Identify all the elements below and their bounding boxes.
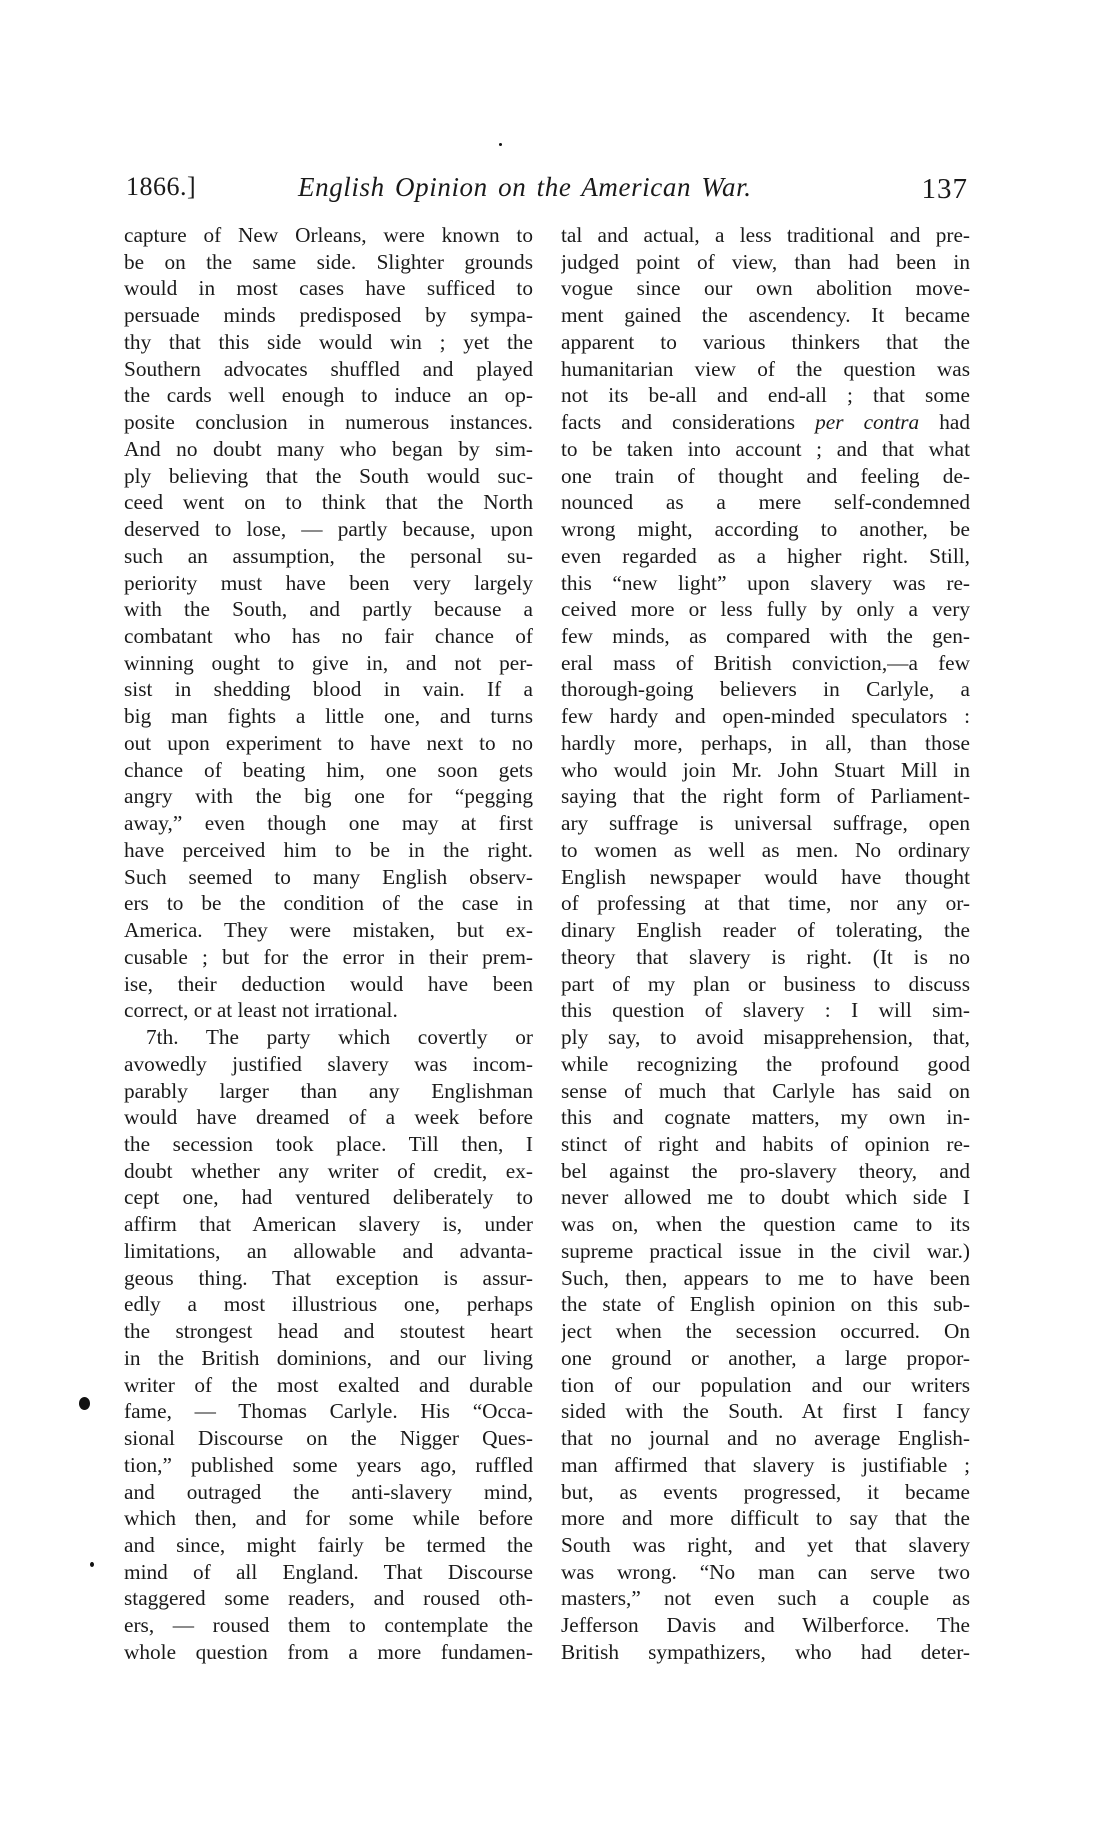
- text-line: And no doubt many who began by sim-: [124, 436, 533, 461]
- text-line: Such seemed to many English observ-: [124, 864, 533, 889]
- text-line: bel against the pro-slavery theory, and: [561, 1158, 970, 1183]
- text-line: to women as well as men. No ordinary: [561, 837, 970, 862]
- text-line: whole question from a more fundamen-: [124, 1639, 533, 1664]
- text-line: sense of much that Carlyle has said on: [561, 1078, 970, 1103]
- text-line: hardly more, perhaps, in all, than those: [561, 730, 970, 755]
- text-line: and since, might fairly be termed the: [124, 1532, 533, 1557]
- text-line: one ground or another, a large propor-: [561, 1345, 970, 1370]
- margin-ink-speck-icon: [90, 1562, 94, 1567]
- text-line: cusable ; but for the error in their prem-: [124, 944, 533, 969]
- text-line: limitations, an allowable and advanta-: [124, 1238, 533, 1263]
- text-line: ply say, to avoid misapprehension, that,: [561, 1025, 970, 1050]
- right-text-column: [561, 222, 970, 1666]
- text-line: in the British dominions, and our living: [124, 1345, 533, 1370]
- text-line: this “new light” upon slavery was re-: [561, 570, 970, 595]
- text-line: judged point of view, than had been in: [561, 249, 970, 274]
- text-line: not its be-all and end-all ; that some: [561, 383, 970, 408]
- text-line: who would join Mr. John Stuart Mill in: [561, 757, 970, 782]
- text-line: sist in shedding blood in vain. If a: [124, 677, 533, 702]
- text-line: which then, and for some while before: [124, 1506, 533, 1531]
- text-line: the state of English opinion on this sub-: [561, 1292, 970, 1317]
- text-line: angry with the big one for “pegging: [124, 784, 533, 809]
- text-line: periority must have been very largely: [124, 570, 533, 595]
- text-line: more and more difficult to say that the: [561, 1506, 970, 1531]
- page-number: 137: [921, 173, 968, 205]
- text-line: few hardy and open-minded speculators :: [561, 704, 970, 729]
- text-line: thy that this side would win ; yet the: [124, 329, 533, 354]
- margin-ink-dot-icon: [79, 1397, 90, 1410]
- text-line: capture of New Orleans, were known to: [124, 223, 533, 247]
- text-line: this and cognate matters, my own in-: [561, 1105, 970, 1130]
- text-line: British sympathizers, who had deter-: [561, 1639, 970, 1664]
- text-line: masters,” not even such a couple as: [561, 1586, 970, 1611]
- text-line: was on, when the question came to its: [561, 1212, 970, 1237]
- text-line: was wrong. “No man can serve two: [561, 1559, 970, 1584]
- text-line: and outraged the anti-slavery mind,: [124, 1479, 533, 1504]
- text-line: wrong might, according to another, be: [561, 517, 970, 542]
- text-line: few minds, as compared with the gen-: [561, 624, 970, 649]
- text-line: ise, their deduction would have been: [124, 971, 533, 996]
- text-line: dinary English reader of tolerating, the: [561, 918, 970, 943]
- text-line: ers, — roused them to contemplate the: [124, 1613, 533, 1638]
- text-line: but, as events progressed, it became: [561, 1479, 970, 1504]
- text-line: apparent to various thinkers that the: [561, 329, 970, 354]
- text-line: the cards well enough to induce an op-: [124, 383, 533, 408]
- running-head-title: English Opinion on the American War.: [298, 172, 752, 202]
- text-line: ceed went on to think that the North: [124, 490, 533, 515]
- text-line: winning ought to give in, and not per-: [124, 650, 533, 675]
- text-line: man affirmed that slavery is justifiable ;: [561, 1452, 970, 1477]
- text-line: writer of the most exalted and durable: [124, 1372, 533, 1397]
- text-line: combatant who has no fair chance of: [124, 624, 533, 649]
- text-line: avowedly justified slavery was incom-: [124, 1051, 533, 1076]
- text-line: America. They were mistaken, but ex-: [124, 918, 533, 943]
- text-line: doubt whether any writer of credit, ex-: [124, 1158, 533, 1183]
- text-line: Jefferson Davis and Wilberforce. The: [561, 1613, 970, 1638]
- left-text-column: [124, 222, 533, 1666]
- text-line: stinct of right and habits of opinion re-: [561, 1131, 970, 1156]
- text-line: ject when the secession occurred. On: [561, 1319, 970, 1344]
- running-head-year: 1866.]: [126, 172, 197, 201]
- text-line: sional Discourse on the Nigger Ques-: [124, 1426, 533, 1451]
- text-line: have perceived him to be in the right.: [124, 837, 533, 862]
- text-line: edly a most illustrious one, perhaps: [124, 1292, 533, 1317]
- text-line: such an assumption, the personal su-: [124, 543, 533, 568]
- text-line: never allowed me to doubt which side I: [561, 1185, 970, 1210]
- text-line: even regarded as a higher right. Still,: [561, 543, 970, 568]
- text-line: English newspaper would have thought: [561, 864, 970, 889]
- text-line: Southern advocates shuffled and played: [124, 356, 533, 381]
- text-line: geous thing. That exception is assur-: [124, 1265, 533, 1290]
- text-line: staggered some readers, and roused oth-: [124, 1586, 533, 1611]
- text-line: that no journal and no average English-: [561, 1426, 970, 1451]
- text-line: South was right, and yet that slavery: [561, 1532, 970, 1557]
- text-line: Such, then, appears to me to have been: [561, 1265, 970, 1290]
- text-line: out upon experiment to have next to no: [124, 730, 533, 755]
- running-head: [126, 166, 968, 208]
- text-line: would in most cases have sufficed to: [124, 276, 533, 301]
- text-line: vogue since our own abolition move-: [561, 276, 970, 301]
- text-line: chance of beating him, one soon gets: [124, 757, 533, 782]
- text-line: big man fights a little one, and turns: [124, 704, 533, 729]
- text-line: ment gained the ascendency. It became: [561, 303, 970, 328]
- text-line: affirm that American slavery is, under: [124, 1212, 533, 1237]
- text-line: tion of our population and our writers: [561, 1372, 970, 1397]
- text-line: mind of all England. That Discourse: [124, 1559, 533, 1584]
- text-line: humanitarian view of the question was: [561, 356, 970, 381]
- text-line: eral mass of British conviction,—a few: [561, 650, 970, 675]
- text-line: persuade minds predisposed by sympa-: [124, 303, 533, 328]
- text-line: tal and actual, a less traditional and pre-: [561, 223, 970, 247]
- text-line: correct, or at least not irrational.: [124, 998, 398, 1023]
- text-line: theory that slavery is right. (It is no: [561, 944, 970, 969]
- text-line: saying that the right form of Parliament-: [561, 784, 970, 809]
- text-line: one train of thought and feeling de-: [561, 463, 970, 488]
- text-line: ceived more or less fully by only a very: [561, 597, 970, 622]
- text-line: be on the same side. Slighter grounds: [124, 249, 533, 274]
- text-line: this question of slavery : I will sim-: [561, 998, 970, 1023]
- text-line: tion,” published some years ago, ruffled: [124, 1452, 533, 1477]
- text-line: with the South, and partly because a: [124, 597, 533, 622]
- text-line: ers to be the condition of the case in: [124, 891, 533, 916]
- text-line: sided with the South. At first I fancy: [561, 1399, 970, 1424]
- text-line: fame, — Thomas Carlyle. His “Occa-: [124, 1399, 533, 1424]
- text-line: 7th. The party which covertly or: [146, 1025, 533, 1050]
- text-line: cept one, had ventured deliberately to: [124, 1185, 533, 1210]
- text-line: away,” even though one may at first: [124, 811, 533, 836]
- print-speck-icon: [499, 143, 502, 146]
- text-line: ary suffrage is universal suffrage, open: [561, 811, 970, 836]
- text-line: posite conclusion in numerous instances.: [124, 410, 533, 435]
- text-line: to be taken into account ; and that what: [561, 436, 970, 461]
- text-line: supreme practical issue in the civil war.): [561, 1238, 970, 1263]
- text-line: part of my plan or business to discuss: [561, 971, 970, 996]
- italic-phrase: per contra: [815, 410, 920, 435]
- text-line: the secession took place. Till then, I: [124, 1131, 533, 1156]
- text-line: while recognizing the profound good: [561, 1051, 970, 1076]
- text-line: the strongest head and stoutest heart: [124, 1319, 533, 1344]
- text-line: deserved to lose, — partly because, upon: [124, 517, 533, 542]
- text-line: facts and considerations per contra had: [561, 410, 970, 435]
- text-line: would have dreamed of a week before: [124, 1105, 533, 1130]
- text-line: ply believing that the South would suc-: [124, 463, 533, 488]
- text-line: parably larger than any Englishman: [124, 1078, 533, 1103]
- text-line: of professing at that time, nor any or-: [561, 891, 970, 916]
- text-line: nounced as a mere self-condemned: [561, 490, 970, 515]
- text-line: thorough-going believers in Carlyle, a: [561, 677, 970, 702]
